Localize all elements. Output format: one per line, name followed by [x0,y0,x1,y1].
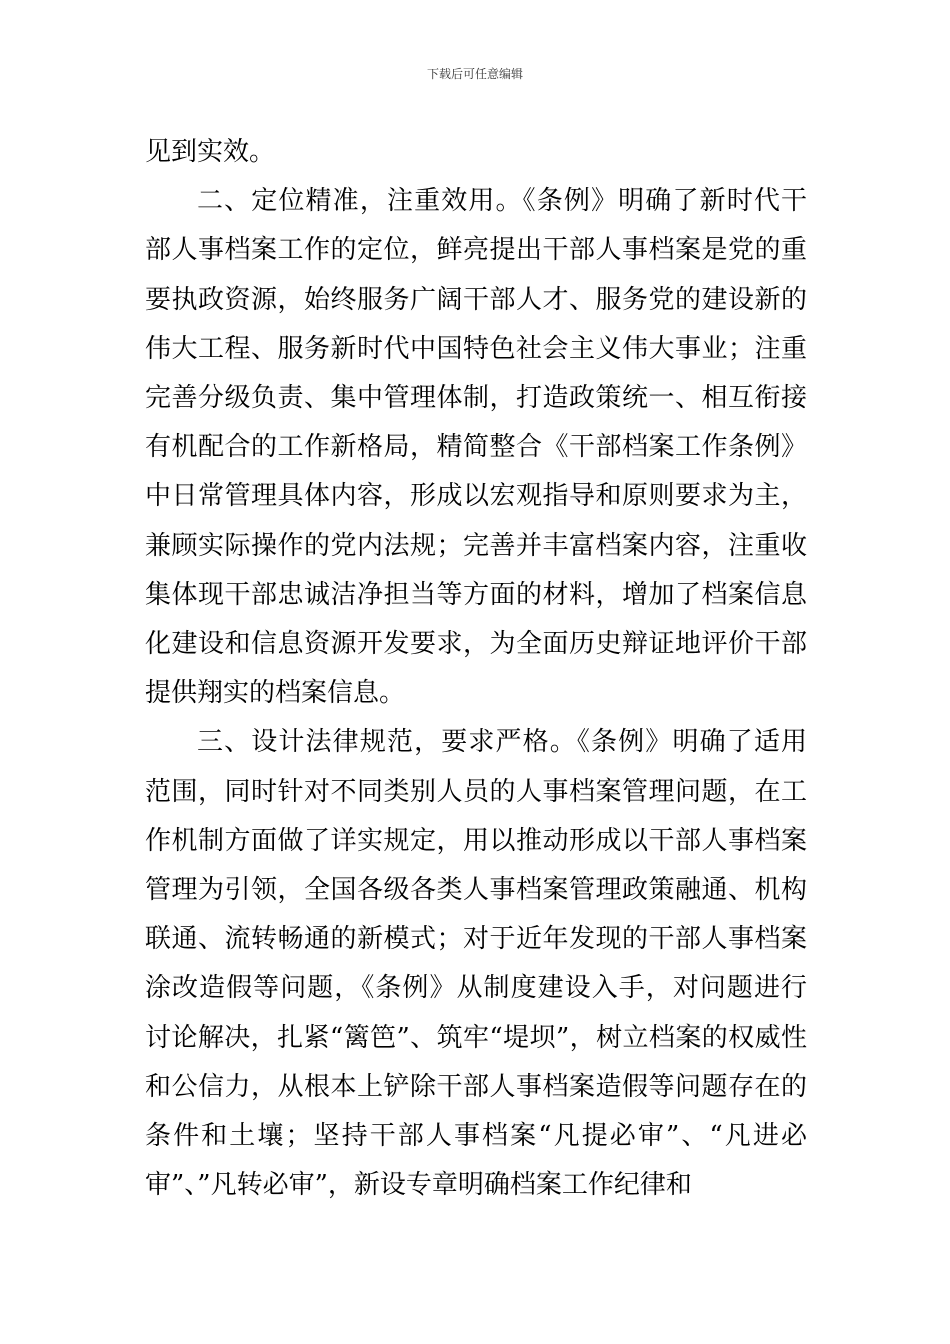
paragraph-section-three: 三、设计法律规范，要求严格。《条例》明确了适用范围，同时针对不同类别人员的人事档案管理问题，在工作机制方面做了详实规定，用以推动形成以干部人事档案管理为引领，全国各级各类人事档案管理政策融通、机构联通、流转畅通的新模式；对于近年发现的干部人事档案涂改造假等问题，《条例》从制度建设入手，对问题进行讨论解决，扎紧“篱笆”、筑牢“堤坝”，树立档案的权威性和公信力，从根本上铲除干部人事档案造假等问题存在的条件和土壤；坚持干部人事档案“凡提必审”、“凡进必审”、”凡转必审”，新设专章明确档案工作纪律和 [145,727,807,1201]
paragraph-section-two: 二、定位精准，注重效用。《条例》明确了新时代干部人事档案工作的定位，鲜亮提出干部人事档案是党的重要执政资源，始终服务广阔干部人才、服务党的建设新的伟大工程、服务新时代中国特色社会主义伟大事业；注重完善分级负责、集中管理体制，打造政策统一、相互衔接有机配合的工作新格局，精简整合《干部档案工作条例》中日常管理具体内容，形成以宏观指导和原则要求为主，兼顾实际操作的党内法规；完善并丰富档案内容，注重收集体现干部忠诚洁净担当等方面的材料，增加了档案信息化建设和信息资源开发要求，为全面历史辩证地评价干部提供翔实的档案信息。 [145,186,807,709]
document-body [145,128,807,1210]
page-header: 下载后可任意编辑 [426,67,523,81]
paragraph-continuation: 见到实效。 [145,137,276,167]
